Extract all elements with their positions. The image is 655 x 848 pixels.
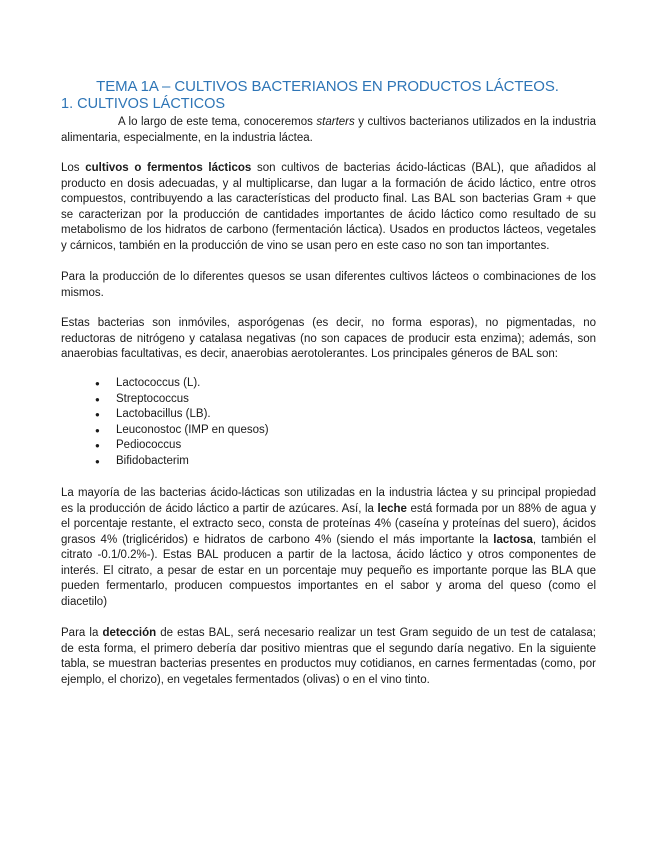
section-heading: 1. CULTIVOS LÁCTICOS — [61, 96, 226, 112]
deteccion-text-start: Para la — [61, 627, 103, 639]
list-item: ● Streptococcus — [61, 392, 269, 408]
cultivos-term: cultivos o fermentos lácticos — [85, 162, 252, 174]
list-item: ● Leuconostoc (IMP en quesos) — [61, 423, 269, 439]
paragraph-intro — [61, 115, 596, 146]
paragraph-deteccion — [61, 626, 596, 688]
cultivos-text-start: Los — [61, 162, 86, 174]
list-item: ● Pediococcus — [61, 438, 269, 454]
paragraph-cultivos — [61, 161, 596, 254]
intro-emphasis: starters — [316, 116, 355, 128]
deteccion-term: detección — [102, 627, 157, 639]
list-item: ● Bifidobacterim — [61, 454, 269, 470]
intro-text-start: A lo largo de este tema, conoceremos — [118, 116, 317, 128]
document-title: TEMA 1A – CULTIVOS BACTERIANOS EN PRODUCTOS LÁCTEOS. — [96, 78, 559, 95]
list-item: ● Lactobacillus (LB). — [61, 407, 269, 423]
leche-text-e: , también el citrato -0.1/0.2%-). Estas BAL producen a partir de la lactosa, ácido láctico y otros componentes de interés. El citrato, a pesar de estar en un porcentaje muy pequeño es importante porque las BLA que pueden fermentarlo, producen compuestos importantes en el sabor y aroma del queso (como el diacetilo) — [61, 533, 596, 608]
cultivos-text-end: son cultivos de bacterias ácido-lácticas (BAL), que añadidos al producto en dosis adecuadas, y al multiplicarse, dan lugar a la formación de ácido láctico, entre otros compuestos, contribuyendo a las características del producto final. Las BAL son bacterias Gram + que se caracterizan por la producción de cantidades importantes de ácido láctico como resultado de su metabolismo de los hidratos de carbono (fermentación láctica). Usados en productos lácteos, vegetales y cárnicos, también en la producción de vino se usan pero en este caso no son tan importantes. — [61, 162, 596, 252]
intro-text-end: y cultivos bacterianos utilizados en la industria alimentaria, especialmente, en la industria láctea. — [61, 116, 596, 144]
lactosa-term: lactosa — [493, 533, 533, 546]
leche-text-a: La mayoría de las bacterias ácido-lácticas son utilizadas en la industria láctea y su principal propiedad es la producción de ácido láctico a partir de azúcares. Así, la — [61, 487, 596, 515]
list-item: ● Lactococcus (L). — [61, 376, 269, 392]
deteccion-text-end: de estas BAL, será necesario realizar un test Gram seguido de un test de catalasa; de esta forma, el primero debería dar positivo mientras que el segundo daría negativo. En la siguiente tabla, se muestran bacterias presentes en productos muy cotidianos, en carnes fermentadas (como, por ejemplo, el chorizo), en vegetales fermentados (olivas) o en el vino tinto. — [61, 627, 596, 686]
leche-text-c: está formada por un 88% de agua y el porcentaje restante, el extracto seco, consta de proteínas 4% (caseína y proteínas del suero), ácidos grasos 4% (triglicéridos) e hidratos de carbono 4% (siendo el más importante la — [61, 502, 596, 546]
paragraph-quesos: Para la producción de lo diferentes quesos se usan diferentes cultivos lácteos o combinaciones de los mismos. — [61, 271, 596, 299]
paragraph-leche — [61, 486, 596, 610]
bal-genera-list — [61, 376, 269, 470]
leche-term: leche — [377, 502, 407, 515]
paragraph-propiedades: Estas bacterias son inmóviles, asporógenas (es decir, no forma esporas), no pigmentadas, no reductoras de nitrógeno y catalasa negativas (no son capaces de producir esta enzima); además, son anaerobias facultativas, es decir, anaerobias aerotolerantes. Los principales géneros de BAL son: — [61, 317, 596, 360]
